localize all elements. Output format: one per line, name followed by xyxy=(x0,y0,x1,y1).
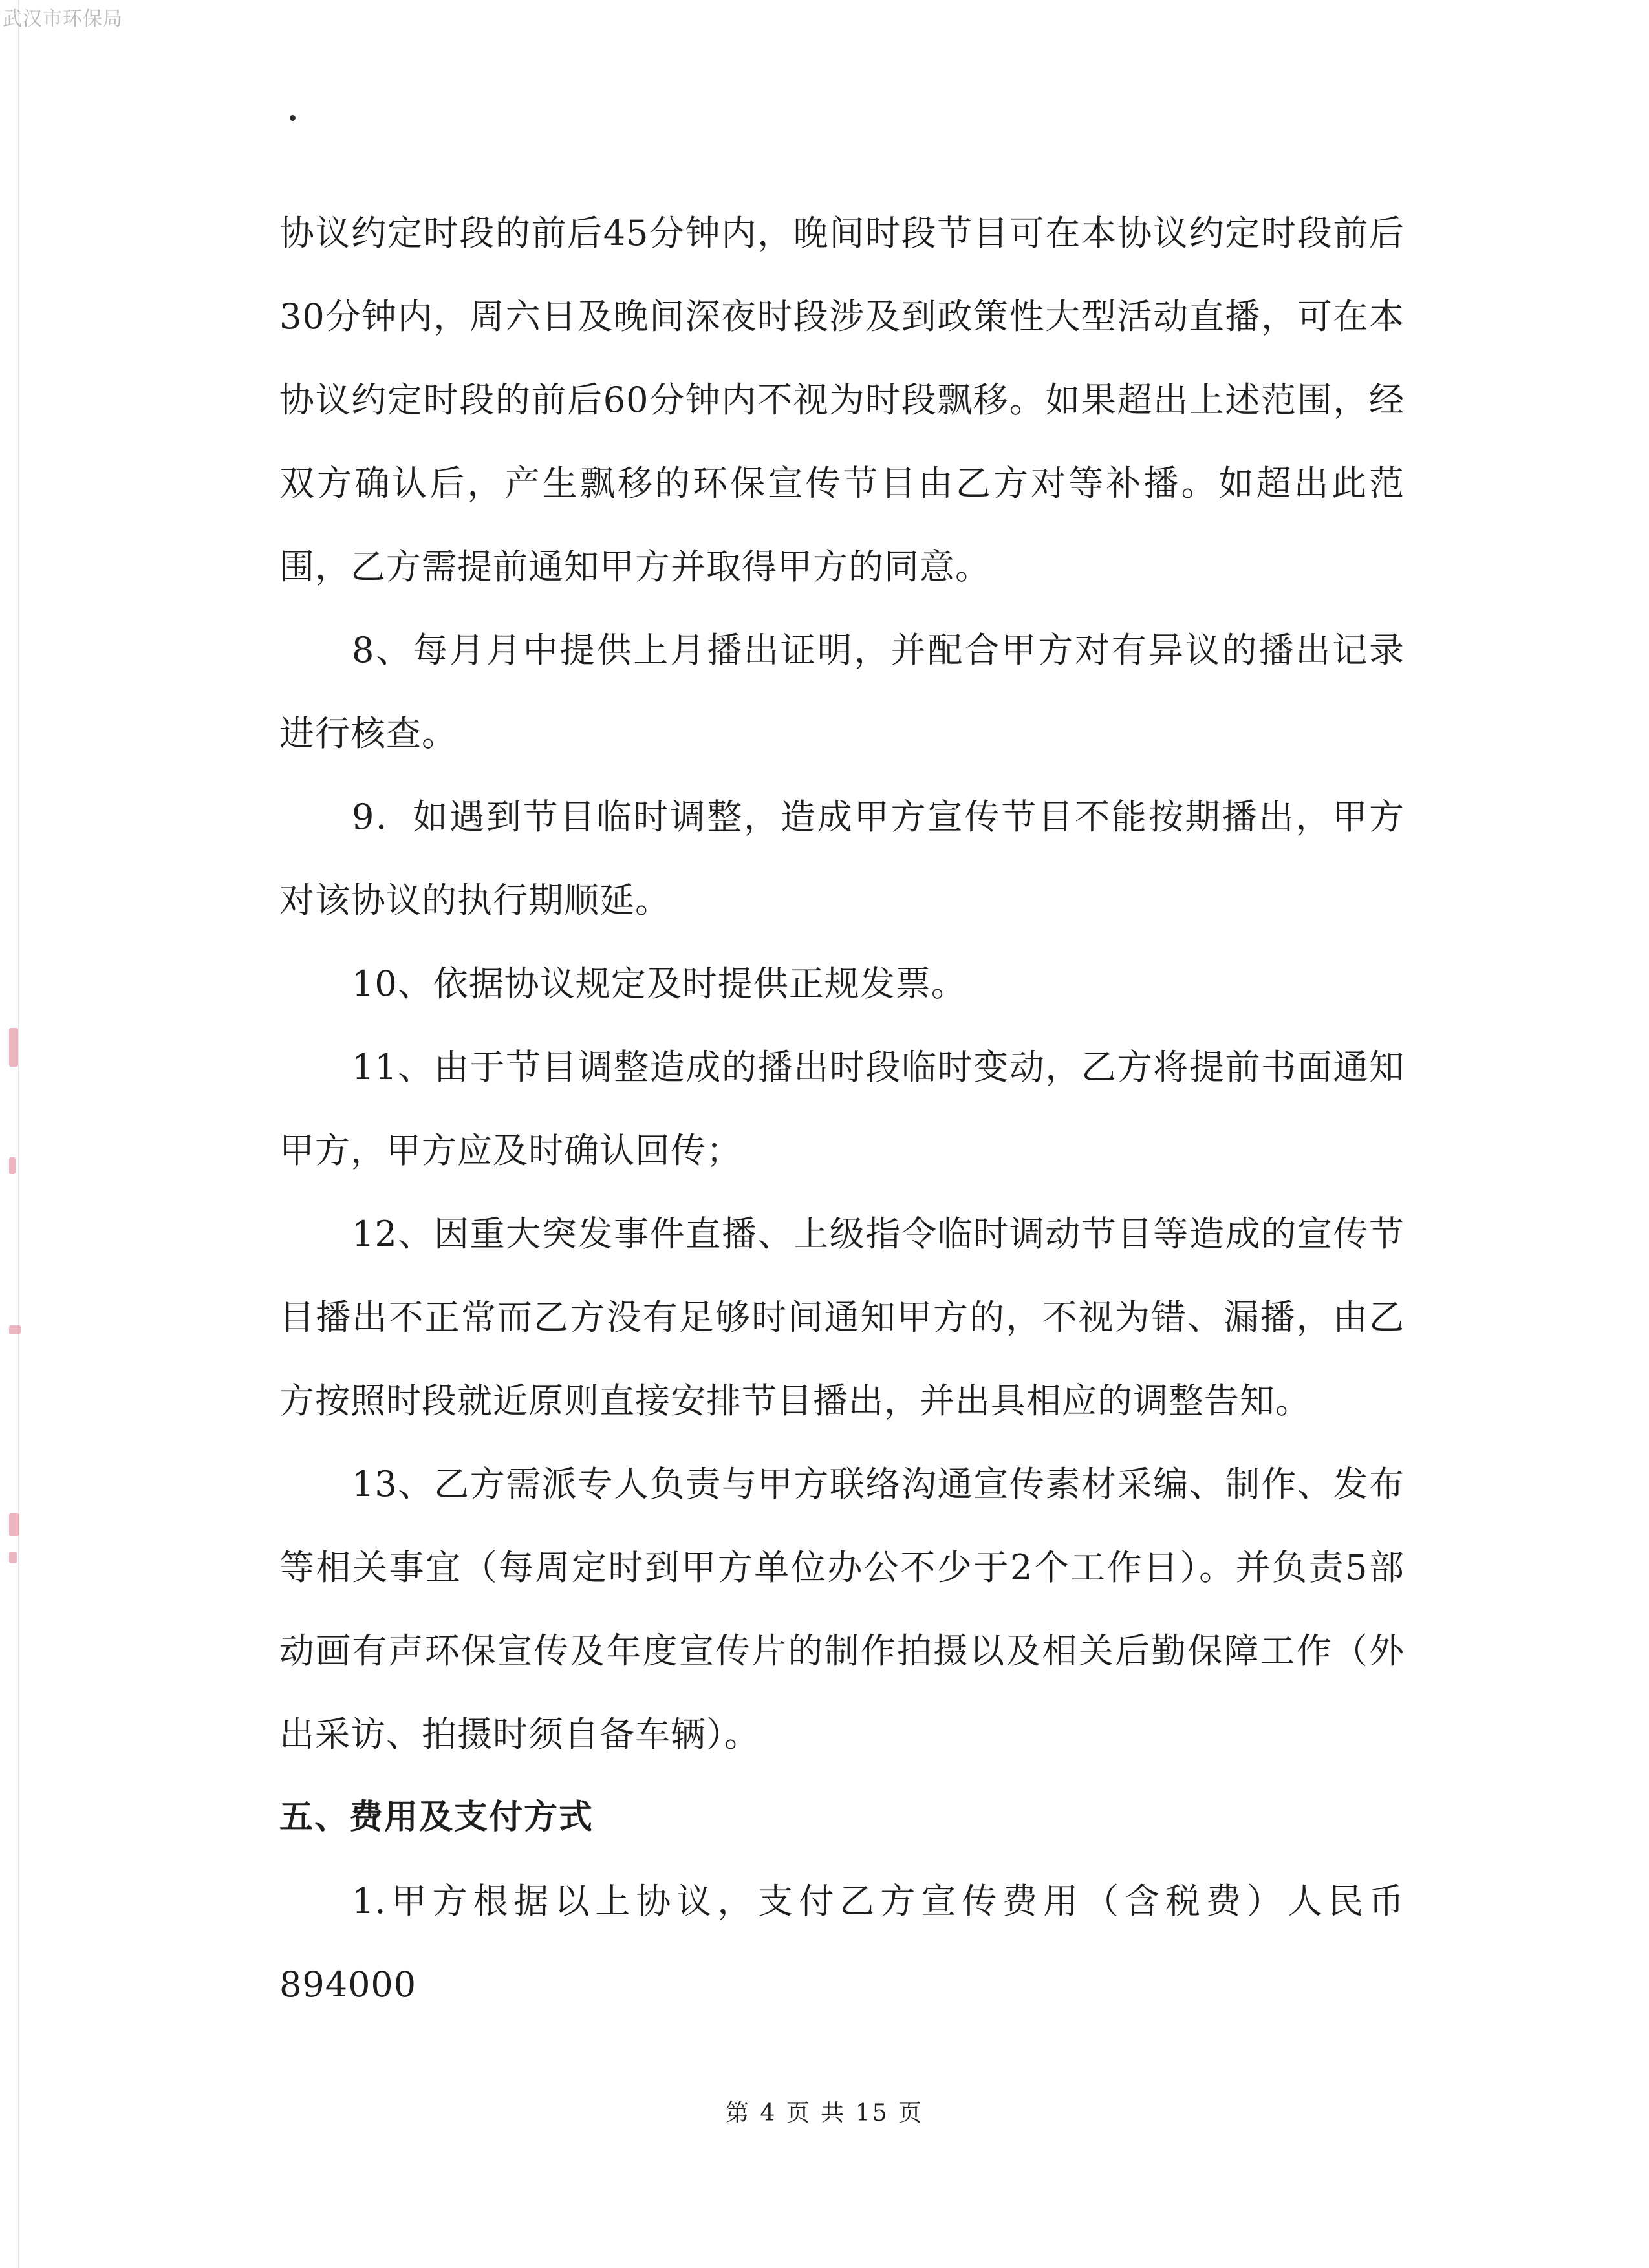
watermark: 武汉市环保局 xyxy=(3,8,123,30)
paragraph-item-12: 12、因重大突发事件直播、上级指令临时调动节目等造成的宣传节目播出不正常而乙方没有足够时间通知甲方的，不视为错、漏播，由乙方按照时段就近原则直接安排节目播出，并出具相应的调整告知。 xyxy=(279,1214,1405,1421)
paragraph-item-13: 13、乙方需派专人负责与甲方联络沟通宣传素材采编、制作、发布等相关事宜（每周定时到甲方单位办公不少于2个工作日）。并负责5部动画有声环保宣传及年度宣传片的制作拍摄以及相关后勤保障工作（外出采访、拍摄时须自备车辆）。 xyxy=(279,1464,1405,1755)
stamp-fragment xyxy=(9,1552,17,1563)
document-body xyxy=(279,191,1405,2026)
paragraph-item-9: 9．如遇到节目临时调整，造成甲方宣传节目不能按期播出，甲方对该协议的执行期顺延。 xyxy=(279,797,1405,921)
stamp-fragment xyxy=(9,1028,18,1067)
paragraph-item-10: 10、依据协议规定及时提供正规发票。 xyxy=(352,963,967,1004)
stray-dot xyxy=(290,115,296,121)
paragraph-item-11: 11、由于节目调整造成的播出时段临时变动，乙方将提前书面通知甲方，甲方应及时确认回传； xyxy=(279,1047,1405,1171)
paragraph-drift-clause: 协议约定时段的前后45分钟内，晚间时段节目可在本协议约定时段前后30分钟内，周六日及晚间深夜时段涉及到政策性大型活动直播，可在本协议约定时段的前后60分钟内不视为时段飘移。如果超出上述范围，经双方确认后，产生飘移的环保宣传节目由乙方对等补播。如超出此范围，乙方需提前通知甲方并取得甲方的同意。 xyxy=(279,213,1405,587)
paragraph-item-8: 8、每月月中提供上月播出证明，并配合甲方对有异议的播出记录进行核查。 xyxy=(279,630,1405,754)
paragraph-payment: 1.甲方根据以上协议，支付乙方宣传费用（含税费）人民币894000 xyxy=(279,1881,1405,2005)
stamp-fragment xyxy=(9,1157,16,1174)
scan-edge-line xyxy=(18,0,19,2268)
stamp-fragment xyxy=(9,1325,21,1334)
section-heading-fees: 五、费用及支付方式 xyxy=(279,1798,594,1837)
page-footer: 第 4 页 共 15 页 xyxy=(726,2100,923,2126)
stamp-fragment xyxy=(9,1513,19,1536)
